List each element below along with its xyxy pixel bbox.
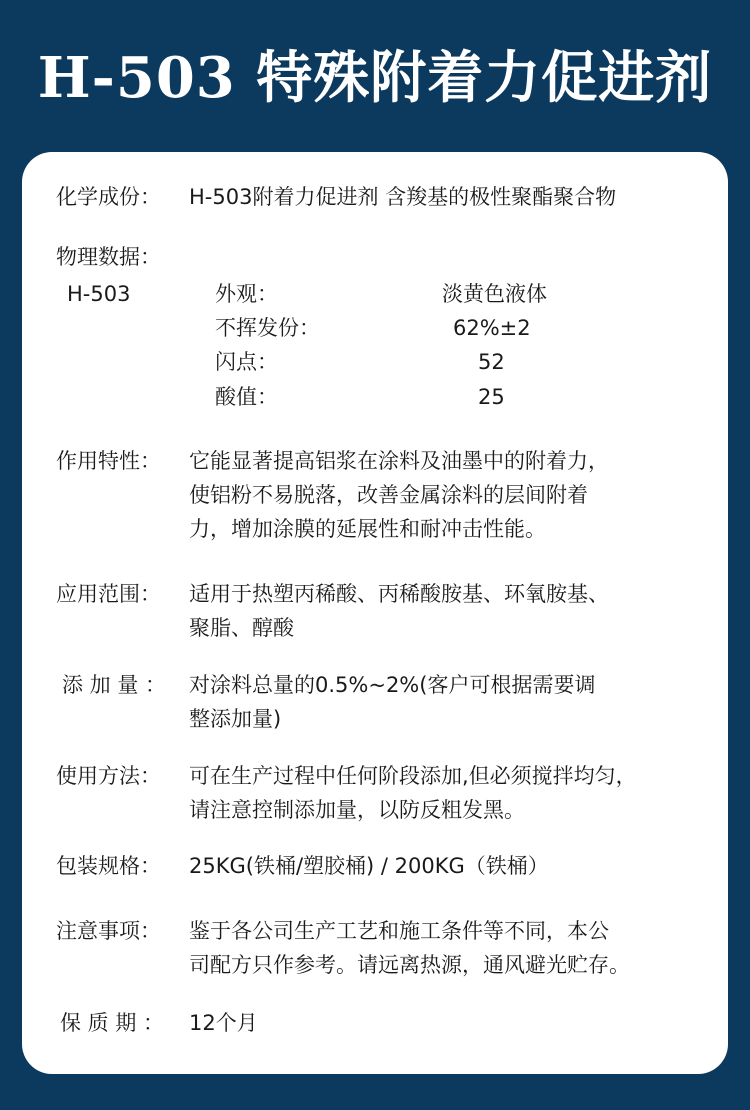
features-line: 使铝粉不易脱落，改善金属涂料的层间附着 [189, 483, 588, 507]
dosage-text [189, 668, 595, 736]
scope-text [189, 577, 609, 645]
physical-key-appearance: 外观： [215, 282, 278, 306]
physical-key-flash-point: 闪点： [215, 350, 278, 374]
physical-value-flash-point: 52 [478, 350, 505, 374]
notes-text [189, 914, 630, 982]
physical-model: H-503 [67, 282, 131, 306]
features-label: 作用特性： [56, 449, 161, 473]
packaging-value: 25KG(铁桶/塑胶桶) / 200KG（铁桶） [189, 854, 549, 878]
dosage-label: 添 加 量 ： [62, 673, 167, 697]
usage-line: 可在生产过程中任何阶段添加,但必须搅拌均匀， [189, 764, 637, 788]
physical-key-acid-value: 酸值： [215, 385, 278, 409]
usage-text [189, 759, 637, 827]
notes-line: 鉴于各公司生产工艺和施工条件等不同，本公 [189, 919, 609, 943]
usage-label: 使用方法： [56, 764, 161, 788]
physical-data-label: 物理数据： [56, 245, 161, 269]
dosage-line: 对涂料总量的0.5%~2%(客户可根据需要调 [189, 673, 596, 697]
composition-label: 化学成份： [56, 185, 161, 209]
composition-value: H-503附着力促进剂 含羧基的极性聚酯聚合物 [189, 185, 617, 209]
shelf-life-label: 保 质 期 ： [60, 1011, 165, 1035]
page-title: H-503 特殊附着力促进剂 [37, 45, 713, 111]
scope-line: 适用于热塑丙稀酸、丙稀酸胺基、环氧胺基、 [189, 582, 609, 606]
scope-label: 应用范围： [56, 582, 161, 606]
usage-line: 请注意控制添加量，以防反粗发黑。 [189, 798, 525, 822]
physical-key-solids: 不挥发份： [215, 316, 320, 340]
features-text [189, 444, 609, 546]
notes-label: 注意事项： [56, 919, 161, 943]
notes-line: 司配方只作参考。请远离热源，通风避光贮存。 [189, 953, 630, 977]
physical-value-acid-value: 25 [478, 385, 505, 409]
scope-line: 聚脂、醇酸 [189, 616, 294, 640]
packaging-label: 包装规格： [56, 854, 161, 878]
physical-value-appearance: 淡黄色液体 [442, 282, 547, 306]
physical-value-solids: 62%±2 [453, 316, 531, 340]
features-line: 它能显著提高铝浆在涂料及油墨中的附着力， [189, 449, 609, 473]
features-line: 力，增加涂膜的延展性和耐冲击性能。 [189, 517, 546, 541]
shelf-life-value: 12个月 [189, 1011, 258, 1035]
dosage-line: 整添加量) [189, 707, 282, 731]
